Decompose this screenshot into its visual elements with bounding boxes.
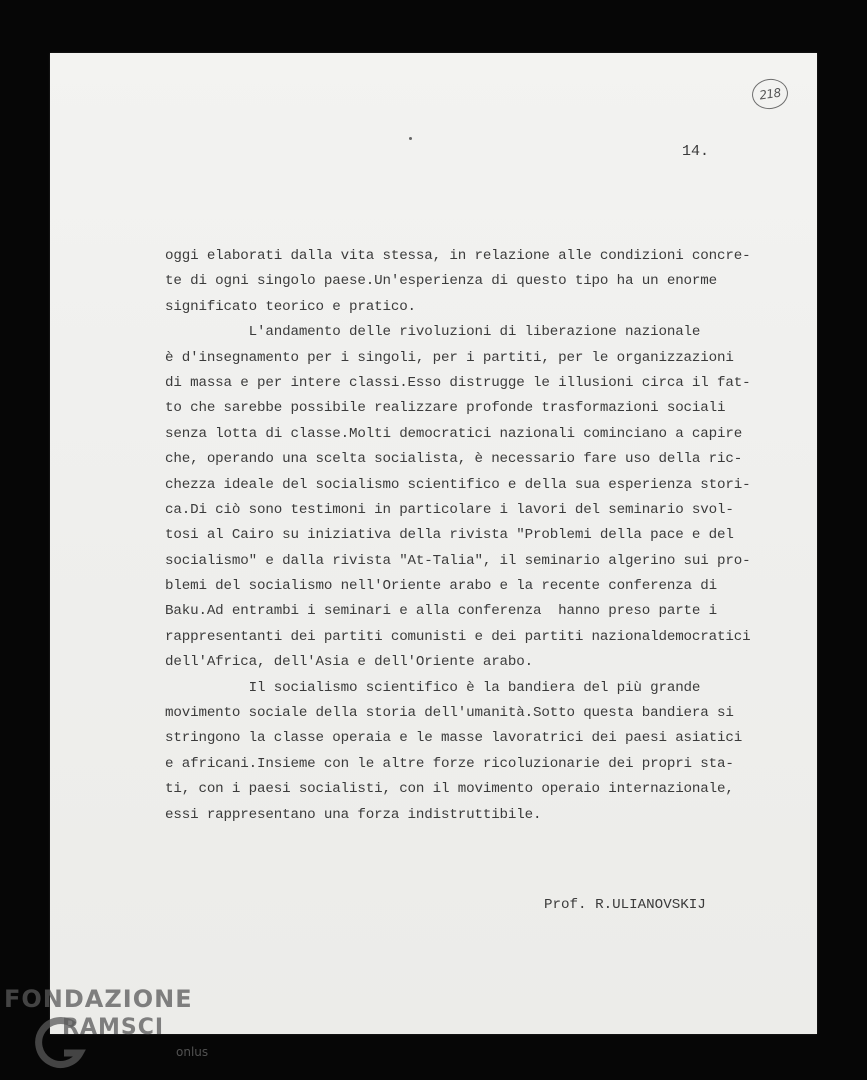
text-line: chezza ideale del socialismo scientifico e della sua esperienza stori- <box>165 476 751 493</box>
typed-page <box>50 53 817 1034</box>
text-line: ca.Di ciò sono testimoni in particolare i lavori del seminario svol- <box>165 501 734 518</box>
text-line: dell'Africa, dell'Asia e dell'Oriente arabo. <box>165 654 534 671</box>
ink-dot <box>409 137 412 140</box>
text-line: blemi del socialismo nell'Oriente arabo e la recente conferenza di <box>165 578 718 595</box>
text-line: senza lotta di classe.Molti democratici nazionali cominciano a capire <box>165 425 743 442</box>
text-line: ti, con i paesi socialisti, con il movimento operaio internazionale, <box>165 781 734 798</box>
text-line: te di ogni singolo paese.Un'esperienza di questo tipo ha un enorme <box>165 273 718 290</box>
archive-stamp <box>750 77 790 112</box>
text-line: significato teorico e pratico. <box>165 298 416 315</box>
text-line: Il socialismo scientifico è la bandiera del più grande <box>165 679 701 696</box>
text-line: è d'insegnamento per i singoli, per i partiti, per le organizzazioni <box>165 349 734 366</box>
text-line: movimento sociale della storia dell'umanità.Sotto questa bandiera si <box>165 705 734 722</box>
text-line: oggi elaborati dalla vita stessa, in relazione alle condizioni concre- <box>165 248 751 264</box>
page-number: 14. <box>682 143 710 160</box>
watermark-line1: FONDAZIONE <box>4 985 193 1013</box>
watermark-suffix: onlus <box>176 1045 209 1059</box>
text-line: che, operando una scelta socialista, è necessario fare uso della ric- <box>165 451 743 468</box>
text-line: Baku.Ad entrambi i seminari e alla conferenza hanno preso parte i <box>165 603 718 620</box>
text-line: tosi al Cairo su iniziativa della rivista "Problemi della pace e del <box>165 527 734 544</box>
fondazione-gramsci-watermark <box>4 985 224 1075</box>
text-line: essi rappresentano una forza indistruttibile. <box>165 806 542 823</box>
text-line: socialismo" e dalla rivista "At-Talia", il seminario algerino sui pro- <box>165 552 751 569</box>
text-line: stringono la classe operaia e le masse lavoratrici dei paesi asiatici <box>165 730 743 747</box>
stamp-number: 218 <box>758 85 782 103</box>
text-line: e africani.Insieme con le altre forze ricoluzionarie dei propri sta- <box>165 755 734 772</box>
signature-line: Prof. R.ULIANOVSKIJ <box>544 897 706 913</box>
body-text <box>165 244 815 828</box>
text-line: to che sarebbe possibile realizzare profonde trasformazioni sociali <box>165 400 726 417</box>
watermark-line2: RAMSCI <box>62 1015 165 1040</box>
text-line: rappresentanti dei partiti comunisti e dei partiti nazionaldemocratici <box>165 628 751 645</box>
text-line: di massa e per intere classi.Esso distrugge le illusioni circa il fat- <box>165 374 751 391</box>
text-line: L'andamento delle rivoluzioni di liberazione nazionale <box>165 324 701 341</box>
